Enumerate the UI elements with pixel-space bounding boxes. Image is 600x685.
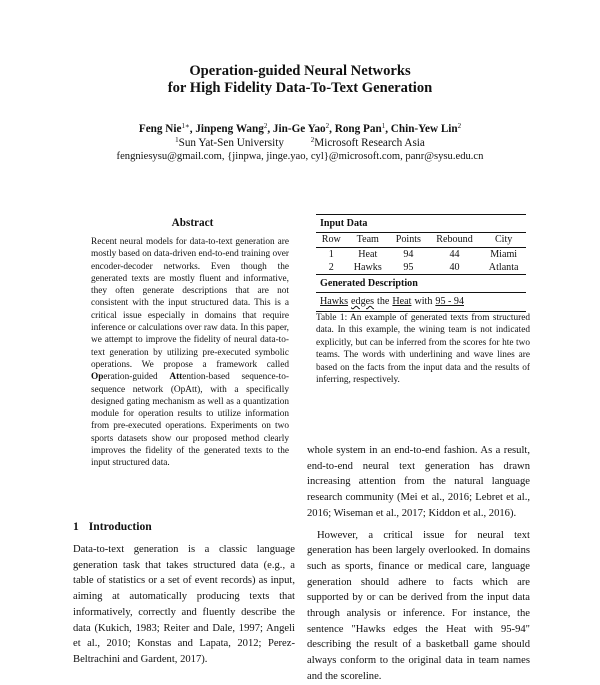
column-header: City — [494, 234, 513, 245]
abstract-text-part: eration-guided — [103, 372, 170, 383]
author-mark: 2 — [263, 122, 268, 130]
underlined-fact: 95 - 94 — [435, 296, 464, 307]
author-mark: 2 — [325, 122, 330, 130]
abstract-bold-att: Att — [169, 372, 183, 383]
paper-title — [0, 63, 600, 97]
section-number: 1 — [73, 520, 79, 533]
input-data-grid — [316, 233, 526, 274]
table-cell: 44 — [449, 249, 460, 260]
title-line-2: for High Fidelity Data-To-Text Generation — [167, 80, 433, 96]
section-title: Introduction — [88, 520, 152, 533]
generated-description-label: Generated Description — [320, 278, 418, 289]
affiliation — [311, 137, 425, 149]
table-cell: Heat — [358, 249, 378, 260]
description-word: with — [414, 296, 433, 307]
intro-paragraph: Data-to-text generation is a classic language generation task that takes structured data (e.g., a table of statistics or a set of event records) as input, aiming at automatically producing texts that informatively, correctly and fluently describe the data (Kukich, 1983; Reiter and Dale, 1997; Angeli et al., 2010; Konstas and Lapata, 2012; Perez-Beltrachini and Gardent, 2017). — [73, 544, 295, 665]
table-cell: Atlanta — [488, 262, 519, 273]
table-cell: 94 — [403, 249, 414, 260]
author-mark: 1 — [381, 122, 386, 130]
author-name: Feng Nie — [138, 123, 182, 135]
author-name: Jinpeng Wang — [195, 123, 264, 135]
table-cell: 1 — [328, 249, 334, 260]
affiliation — [175, 137, 284, 149]
column-header: Rebound — [436, 234, 473, 245]
description-word: the — [377, 296, 390, 307]
inferred-fact: edges — [351, 296, 375, 307]
right-column-body — [307, 443, 530, 685]
abstract-body — [91, 236, 289, 470]
table-cell: 2 — [328, 262, 334, 273]
body-paragraph: whole system in an end-to-end fashion. As a result, end-to-end neural text generation has drawn increasing attention from the natural language research community (Mei et al., 2016; Lebret et al., 2016; Wiseman et al., 2017; Kiddon et al., 2016). — [307, 445, 530, 519]
column-header: Team — [356, 234, 379, 245]
affiliation-name: Microsoft Research Asia — [314, 137, 425, 149]
author-name: Chin-Yew Lin — [390, 123, 458, 135]
affiliations — [0, 136, 600, 150]
table-cell: 95 — [403, 262, 414, 273]
table-cell: Hawks — [353, 262, 382, 273]
input-data-label: Input Data — [320, 218, 368, 229]
table-header-row — [316, 233, 526, 248]
body-paragraph: However, a critical issue for neural text generation has been largely overlooked. In domains such as sports, finance or medical care, language generation should adhere to facts which are supported by or can be derived from the input data through analysis or inference. For instance, the sentence "Hawks edges the Heat with 95-94" describing the result of a basketball game should always conform to the original data in team names and the scoreline. — [307, 529, 530, 682]
abstract-text — [91, 236, 289, 470]
table-cell: Miami — [490, 249, 518, 260]
author-name: Jin-Ge Yao — [272, 123, 326, 135]
underlined-fact: Hawks — [320, 296, 349, 307]
generated-description — [316, 293, 526, 311]
abstract-text-part: Recent neural models for data-to-text generation are mostly based on data-driven end-to-end training over encoder-decoder networks. Even though the generated texts are mostly fluent and informative, they often generate descriptions that are not consistent with the input structured data. This is a critical issue especially in domains that require inference or calculations over raw data. In this paper, we attempt to improve the fidelity of neural data-to-text generation by utilizing pre-executed symbolic operations. We propose a framework called — [91, 237, 289, 370]
affiliation-name: Sun Yat-Sen University — [178, 137, 284, 149]
author-emails: fengniesysu@gmail.com, {jinpwa, jinge.yao, cyl}@microsoft.com, panr@sysu.edu.cn — [116, 151, 484, 162]
author-name: Rong Pan — [334, 123, 382, 135]
caption-text: Table 1: An example of generated texts from structured data. In this example, the wining team is not indicated explicitly, but can be inferred from the scores for hte two teams. The words with underlining and wave lines are based on the facts from the input data and the results of inferring, respectively. — [316, 313, 530, 386]
author-mark: 2 — [457, 122, 462, 130]
example-table — [316, 214, 526, 312]
affiliation-mark: 1 — [175, 136, 179, 144]
intro-body — [73, 542, 295, 668]
table-caption — [316, 312, 530, 386]
abstract-bold-op: Op — [91, 372, 104, 383]
table-row — [316, 261, 526, 274]
table-cell: 40 — [449, 262, 460, 273]
abstract-text-part: ention-based sequence-to-sequence network (OpAtt), with a specifically designed gating mechanism as well as a quantization module for operation results to utilize information from pre-executed operations. Experiments on two sports datasets show our proposed method clearly improves the fidelity of the generated texts to the input structured data. — [91, 372, 289, 469]
section-heading — [73, 520, 152, 533]
author-list: Feng Nie$^{1∗}$, Jinpeng Wang$^2$, Jin-Ge Yao$^2$, Rong Pan$^1$, Chin-Yew Lin$^2$ — [138, 122, 462, 135]
column-header: Row — [321, 234, 341, 245]
author-mark: 1∗ — [181, 122, 190, 130]
column-header: Points — [395, 234, 421, 245]
affiliation-mark: 2 — [310, 136, 315, 144]
underlined-fact: Heat — [392, 296, 412, 307]
table-row — [316, 248, 526, 262]
abstract-heading: Abstract — [171, 217, 214, 229]
author-block — [0, 122, 600, 164]
title-line-1: Operation-guided Neural Networks — [189, 63, 411, 79]
